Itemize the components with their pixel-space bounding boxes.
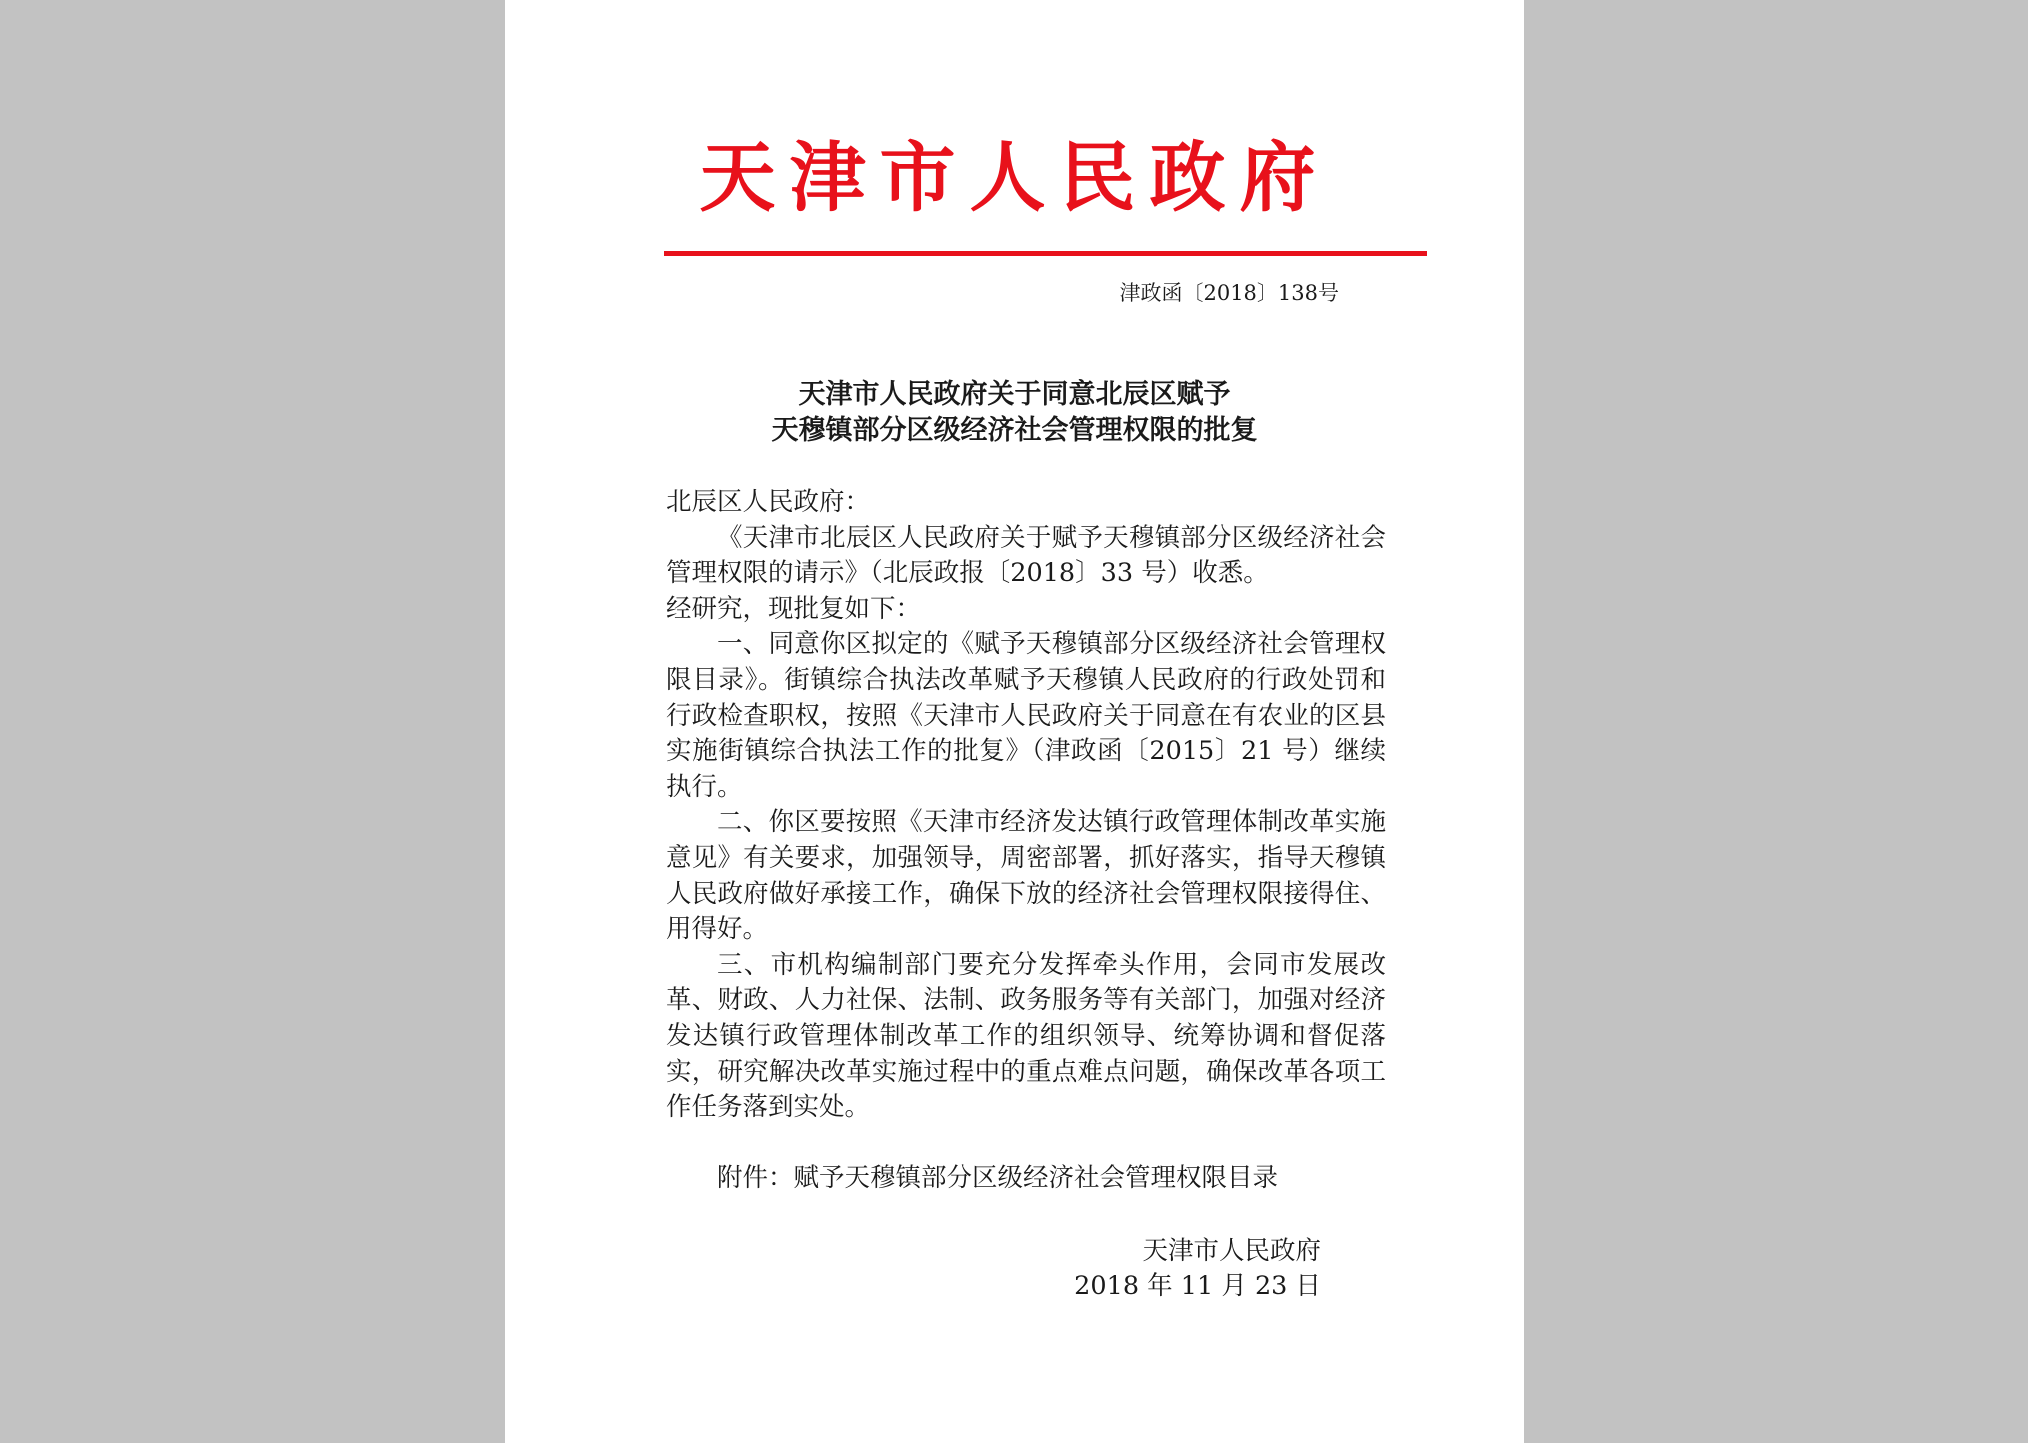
body-paragraph: 一、同意你区拟定的《赋予天穆镇部分区级经济社会管理权限目录》。街镇综合执法改革赋予天穆镇人民政府的行政处罚和行政检查职权，按照《天津市人民政府关于同意在有农业的区县实施街镇综合执法工作的批复》（津政函〔2015〕21 号）继续执行。 xyxy=(666,629,1386,802)
document-title-line-2: 天穆镇部分区级经济社会管理权限的批复 xyxy=(771,415,1258,446)
document-number: 津政函〔2018〕138号 xyxy=(1119,281,1339,305)
red-header-title: 天津市人民政府 xyxy=(699,133,1330,222)
body-paragraph: 二、你区要按照《天津市经济发达镇行政管理体制改革实施意见》有关要求，加强领导，周密部署，抓好落实，指导天穆镇人民政府做好承接工作，确保下放的经济社会管理权限接得住、用得好。 xyxy=(666,807,1386,945)
body-paragraph: 三、市机构编制部门要充分发挥牵头作用，会同市发展改革、财政、人力社保、法制、政务服务等有关部门，加强对经济发达镇行政管理体制改革工作的组织领导、统筹协调和督促落实，研究解决改革实施过程中的重点难点问题，确保改革各项工作任务落到实处。 xyxy=(666,949,1386,1123)
document-page xyxy=(505,0,1524,1443)
signature-date: 2018 年 11 月 23 日 xyxy=(1074,1271,1321,1301)
document-body xyxy=(666,485,1386,1126)
attachment-note: 附件：赋予天穆镇部分区级经济社会管理权限目录 xyxy=(717,1163,1279,1193)
document-title-line-1: 天津市人民政府关于同意北辰区赋予 xyxy=(798,379,1231,410)
document-title xyxy=(505,377,1524,449)
body-paragraph: 经研究，现批复如下： xyxy=(666,593,922,624)
body-paragraph: 《天津市北辰区人民政府关于赋予天穆镇部分区级经济社会管理权限的请示》（北辰政报〔2018〕33 号）收悉。 xyxy=(666,522,1386,589)
salutation: 北辰区人民政府： xyxy=(666,487,871,517)
signature-organization: 天津市人民政府 xyxy=(1142,1236,1321,1266)
red-divider-line xyxy=(664,251,1427,256)
